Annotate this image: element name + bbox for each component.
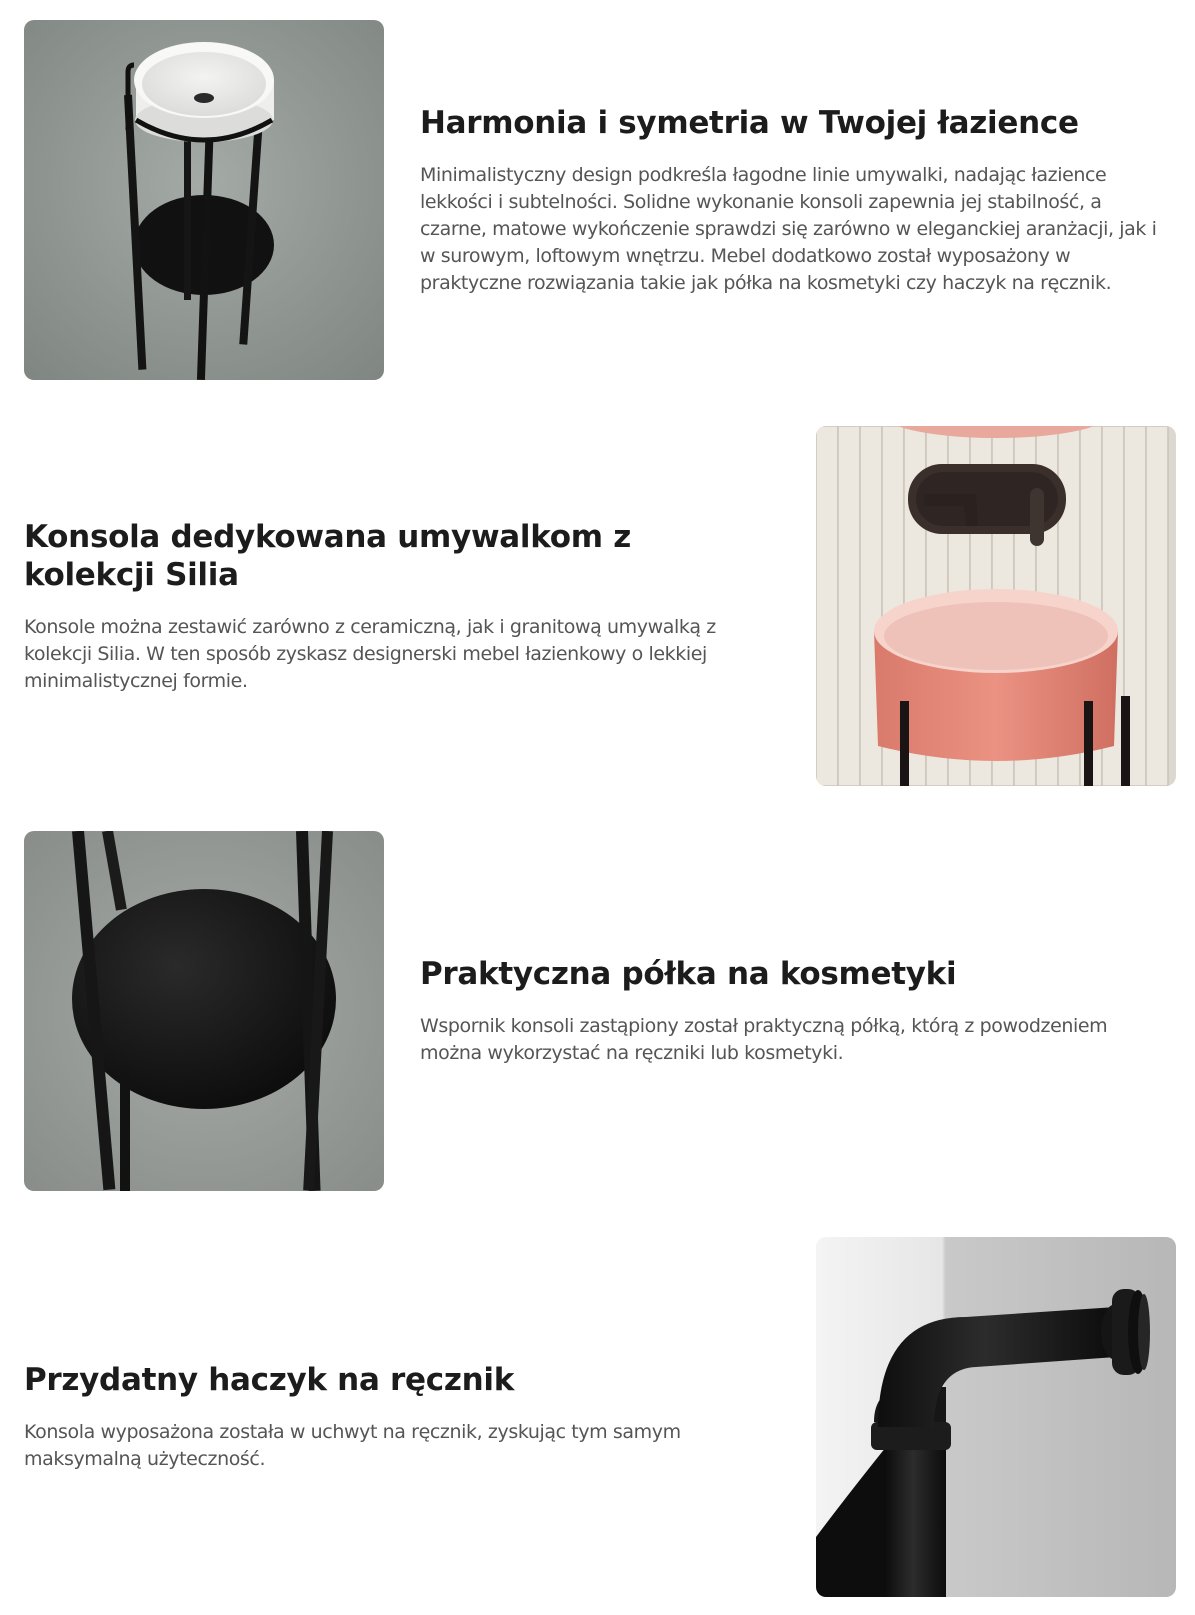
towel-hook-closeup-photo bbox=[816, 1237, 1176, 1597]
white-washbasin-on-black-console-photo bbox=[24, 20, 384, 380]
feature-text-4 bbox=[24, 1237, 754, 1597]
console-round-shelf-photo bbox=[24, 831, 384, 1191]
feature-text-2 bbox=[24, 426, 754, 786]
feature-title: Praktyczna półka na kosmetyki bbox=[420, 956, 957, 992]
feature-title: Przydatny haczyk na ręcznik bbox=[24, 1362, 515, 1398]
feature-text-1 bbox=[420, 20, 1170, 380]
feature-section-4 bbox=[0, 1237, 1195, 1597]
feature-title: Konsola dedykowana umywalkom z kolekcji Silia bbox=[24, 518, 631, 593]
feature-section-3 bbox=[0, 831, 1195, 1191]
feature-section-2 bbox=[0, 426, 1195, 786]
feature-description: Konsola wyposażona została w uchwyt na ręcznik, zyskując tym samym maksymalną użyteczność. bbox=[24, 1421, 681, 1470]
feature-text-3 bbox=[420, 831, 1170, 1191]
feature-description: Konsole można zestawić zarówno z ceramiczną, jak i granitową umywalką z kolekcji Silia. W ten sposób zyskasz designerski mebel łazienkowy o lekkiej minimalistycznej formie. bbox=[24, 615, 716, 692]
feature-section-1 bbox=[0, 20, 1195, 380]
pink-washbasin-with-wall-faucet-photo bbox=[816, 426, 1176, 786]
feature-description: Minimalistyczny design podkreśla łagodne linie umywalki, nadając łazience lekkości i subtelności. Solidne wykonanie konsoli zapewnia jej stabilność, a czarne, matowe wykończenie sprawdzi się zarówno w eleganckiej aranżacji, jak i w surowym, loftowym wnętrzu. Mebel dodatkowo został wyposażony w praktyczne rozwiązania takie jak półka na kosmetyki czy haczyk na ręcznik. bbox=[420, 163, 1157, 294]
feature-title: Harmonia i symetria w Twojej łazience bbox=[420, 104, 1079, 141]
feature-description: Wspornik konsoli zastąpiony został praktyczną półką, którą z powodzeniem można wykorzystać na ręczniki lub kosmetyki. bbox=[420, 1015, 1108, 1064]
